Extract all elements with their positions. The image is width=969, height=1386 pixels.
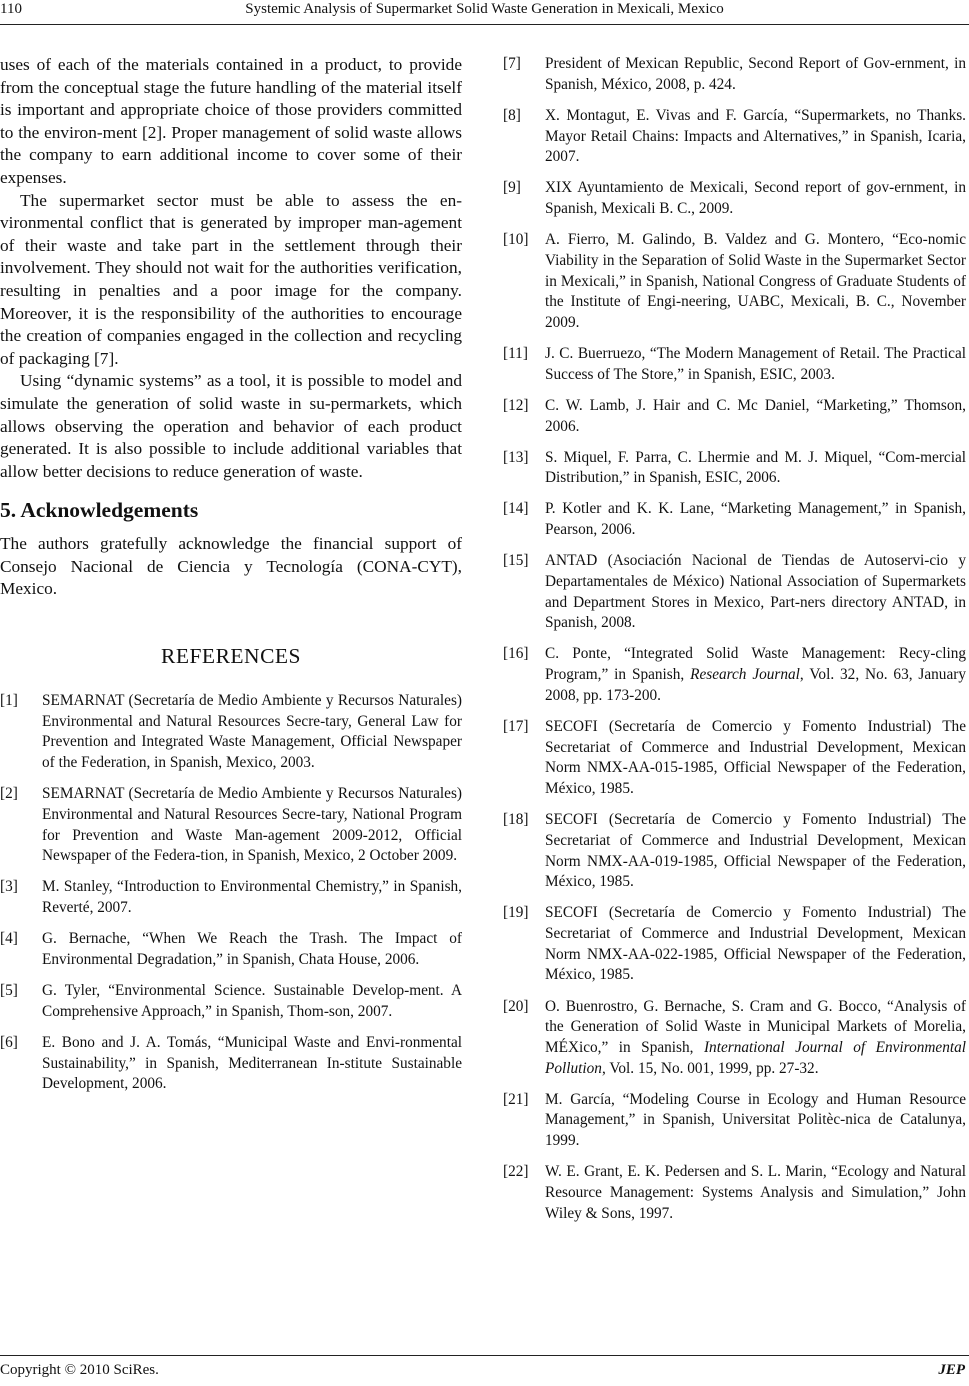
body-paragraph: uses of each of the materials contained in a product, to provide from the conceptual stage the future handling of the material itself is important and appropriate choice of those providers committed to the environ-ment [2]. Proper management of solid waste allows the company to earn additional income to cover some of their expenses. xyxy=(0,55,462,187)
reference-item xyxy=(503,551,966,634)
reference-item xyxy=(0,1033,462,1095)
acknowledgements-heading: 5. Acknowledgements xyxy=(0,498,199,523)
reference-text: C. W. Lamb, J. Hair and C. Mc Daniel, “Marketing,” Thomson, 2006. xyxy=(545,396,966,435)
reference-item xyxy=(503,106,966,168)
reference-number: [4] xyxy=(0,930,18,948)
reference-item xyxy=(503,717,966,800)
reference-number: [19] xyxy=(503,904,529,922)
reference-number: [16] xyxy=(503,645,529,663)
reference-number: [6] xyxy=(0,1033,18,1051)
references-heading: REFERENCES xyxy=(161,644,301,669)
reference-text: ANTAD (Asociación Nacional de Tiendas de Autoservi-cio y Departamentales de México) National Association of Supermarkets and Department Stores in Mexico, Part-ners directory ANTAD, in Spanish, 2008. xyxy=(545,552,966,632)
reference-text: SECOFI (Secretaría de Comercio y Fomento Industrial) The Secretariat of Commerce and Industrial Development, Mexican Norm NMX-AA-015-1985, Official Newspaper of the Federation, México, 1985. xyxy=(545,717,966,797)
reference-text: X. Montagut, E. Vivas and F. García, “Supermarkets, no Thanks. Mayor Retail Chains: Impacts and Alternatives,” in Spanish, Icaria, 2007. xyxy=(545,106,966,166)
reference-number: [8] xyxy=(503,106,521,124)
journal-abbreviation: JEP xyxy=(938,1362,965,1378)
reference-number: [14] xyxy=(503,500,529,518)
reference-item xyxy=(0,877,462,918)
reference-text-post: , Vol. 32, No. 63, January 2008, pp. 173-200. xyxy=(545,666,966,704)
reference-item xyxy=(503,1090,966,1152)
reference-number: [10] xyxy=(503,231,529,249)
reference-item xyxy=(503,810,966,893)
reference-text: SECOFI (Secretaría de Comercio y Fomento Industrial) The Secretariat of Commerce and Industrial Development, Mexican Norm NMX-AA-022-1985, Official Newspaper of the Federation, México, 1985. xyxy=(545,904,966,984)
reference-item xyxy=(0,784,462,867)
reference-item xyxy=(0,929,462,970)
right-column xyxy=(503,54,966,1235)
reference-item xyxy=(0,691,462,774)
reference-text: SECOFI (Secretaría de Comercio y Fomento Industrial) The Secretariat of Commerce and Industrial Development, Mexican Norm NMX-AA-019-1985, Official Newspaper of the Federation, México, 1985. xyxy=(545,811,966,891)
reference-item xyxy=(503,448,966,489)
reference-text: XIX Ayuntamiento de Mexicali, Second report of gov-ernment, in Spanish, Mexicali B. C., 2009. xyxy=(545,179,966,217)
reference-text: SEMARNAT (Secretaría de Medio Ambiente y Recursos Naturales) Environmental and Natural Resources Secre-tary, National Program for Prevention and Waste Man-agement 2009-2012, Official Newspaper of the Federa-tion, in Spanish, Mexico, 2 October 2009. xyxy=(42,785,462,865)
reference-item xyxy=(503,997,966,1080)
page-number: 110 xyxy=(0,1,22,17)
reference-number: [3] xyxy=(0,878,18,896)
reference-item xyxy=(503,344,966,385)
reference-text: W. E. Grant, E. K. Pedersen and S. L. Marin, “Ecology and Natural Resource Management: Systems Analysis and Simulation,” John Wiley & Sons, 1997. xyxy=(545,1163,966,1222)
reference-number: [2] xyxy=(0,785,18,803)
reference-number: [9] xyxy=(503,179,521,197)
left-column xyxy=(0,54,462,1105)
reference-journal: International Journal of Environmental Pollution xyxy=(545,1038,966,1077)
reference-number: [22] xyxy=(503,1163,529,1181)
reference-number: [5] xyxy=(0,982,18,1000)
reference-text: E. Bono and J. A. Tomás, “Municipal Waste and Envi-ronmental Sustainability,” in Spanish, Mediterranean In-stitute Sustainable Development, 2006. xyxy=(42,1033,462,1093)
reference-number: [15] xyxy=(503,552,529,570)
reference-text-pre: O. Buenrostro, G. Bernache, S. Cram and G. Bocco, “Analysis of the Generation of Solid Waste in Municipal Markets of Morelia, MÉXico,” in Spanish, xyxy=(545,997,966,1056)
reference-item xyxy=(503,396,966,437)
reference-text: A. Fierro, M. Galindo, B. Valdez and G. Montero, “Eco-nomic Viability in the Separation of Solid Waste in the Supermarket Sector in Mexicali,” in Spanish, National Congress of Graduate Students of the Institute of Engi-neering, UABC, Mexicali, B. C., November 2009. xyxy=(545,231,966,331)
reference-item xyxy=(503,54,966,95)
acknowledgements-text: The authors gratefully acknowledge the financial support of Consejo Nacional de Ciencia y Tecnología (CONA-CYT), Mexico. xyxy=(0,534,462,599)
reference-item xyxy=(503,230,966,334)
reference-number: [21] xyxy=(503,1090,529,1108)
reference-item xyxy=(503,903,966,986)
reference-text: M. Stanley, “Introduction to Environmental Chemistry,” in Spanish, Reverté, 2007. xyxy=(42,878,462,917)
reference-text: J. C. Buerruezo, “The Modern Management of Retail. The Practical Success of The Store,” in Spanish, ESIC, 2003. xyxy=(545,345,966,383)
copyright-notice: Copyright © 2010 SciRes. xyxy=(0,1362,159,1378)
reference-number: [13] xyxy=(503,448,529,466)
reference-item xyxy=(503,644,966,706)
reference-item xyxy=(0,981,462,1022)
reference-number: [1] xyxy=(0,692,18,710)
reference-text: S. Miquel, F. Parra, C. Lhermie and M. J. Miquel, “Com-mercial Distribution,” in Spanish, ESIC, 2006. xyxy=(545,448,966,487)
reference-text-post: , Vol. 15, No. 001, 1999, pp. 27-32. xyxy=(601,1059,819,1077)
reference-number: [11] xyxy=(503,345,528,362)
reference-item xyxy=(503,1162,966,1224)
reference-text-pre: C. Ponte, “Integrated Solid Waste Management: Recy-cling Program,” in Spanish, xyxy=(545,645,966,684)
body-paragraph: Using “dynamic systems” as a tool, it is possible to model and simulate the generation of solid waste in su-permarkets, which allows observing the operation and behavior of each product generated. It is also possible to include additional variables that allow better decisions to reduce generation of waste. xyxy=(0,371,462,481)
reference-text: M. García, “Modeling Course in Ecology and Human Resource Management,” in Spanish, Universitat Politèc-nica de Catalunya, 1999. xyxy=(545,1090,966,1150)
running-title: Systemic Analysis of Supermarket Solid Waste Generation in Mexicali, Mexico xyxy=(245,1,724,17)
reference-text: SEMARNAT (Secretaría de Medio Ambiente y Recursos Naturales) Environmental and Natural Resources Secre-tary, General Law for Prevention and Integrated Waste Management, Official Newspaper of the Federation, in Spanish, Mexico, 2003. xyxy=(42,692,462,772)
body-paragraph: The supermarket sector must be able to assess the en-vironmental conflict that is generated by improper man-agement of their waste and take part in the settlement through their involvement. They should not wait for the authorities verification, resulting in penalties and a poor image for the company. Moreover, it is the responsibility of the authorities to encourage the creation of companies engaged in the collection and recycling of packaging [7]. xyxy=(0,190,462,368)
reference-text: P. Kotler and K. K. Lane, “Marketing Management,” in Spanish, Pearson, 2006. xyxy=(545,500,966,539)
reference-item xyxy=(503,499,966,540)
reference-text: G. Tyler, “Environmental Science. Sustainable Develop-ment. A Comprehensive Approach,” in Spanish, Thom-son, 2007. xyxy=(42,982,462,1020)
reference-number: [17] xyxy=(503,717,529,735)
running-header xyxy=(0,0,969,25)
reference-number: [12] xyxy=(503,396,529,414)
reference-number: [18] xyxy=(503,811,529,829)
page-footer xyxy=(0,1355,969,1382)
reference-journal: Research Journal xyxy=(690,666,800,684)
reference-text: G. Bernache, “When We Reach the Trash. The Impact of Environmental Degradation,” in Spanish, Chata House, 2006. xyxy=(42,930,462,968)
reference-number: [7] xyxy=(503,55,521,72)
reference-item xyxy=(503,178,966,219)
reference-number: [20] xyxy=(503,997,529,1015)
reference-text: President of Mexican Republic, Second Report of Gov-ernment, in Spanish, México, 2008, p. 424. xyxy=(545,55,966,93)
